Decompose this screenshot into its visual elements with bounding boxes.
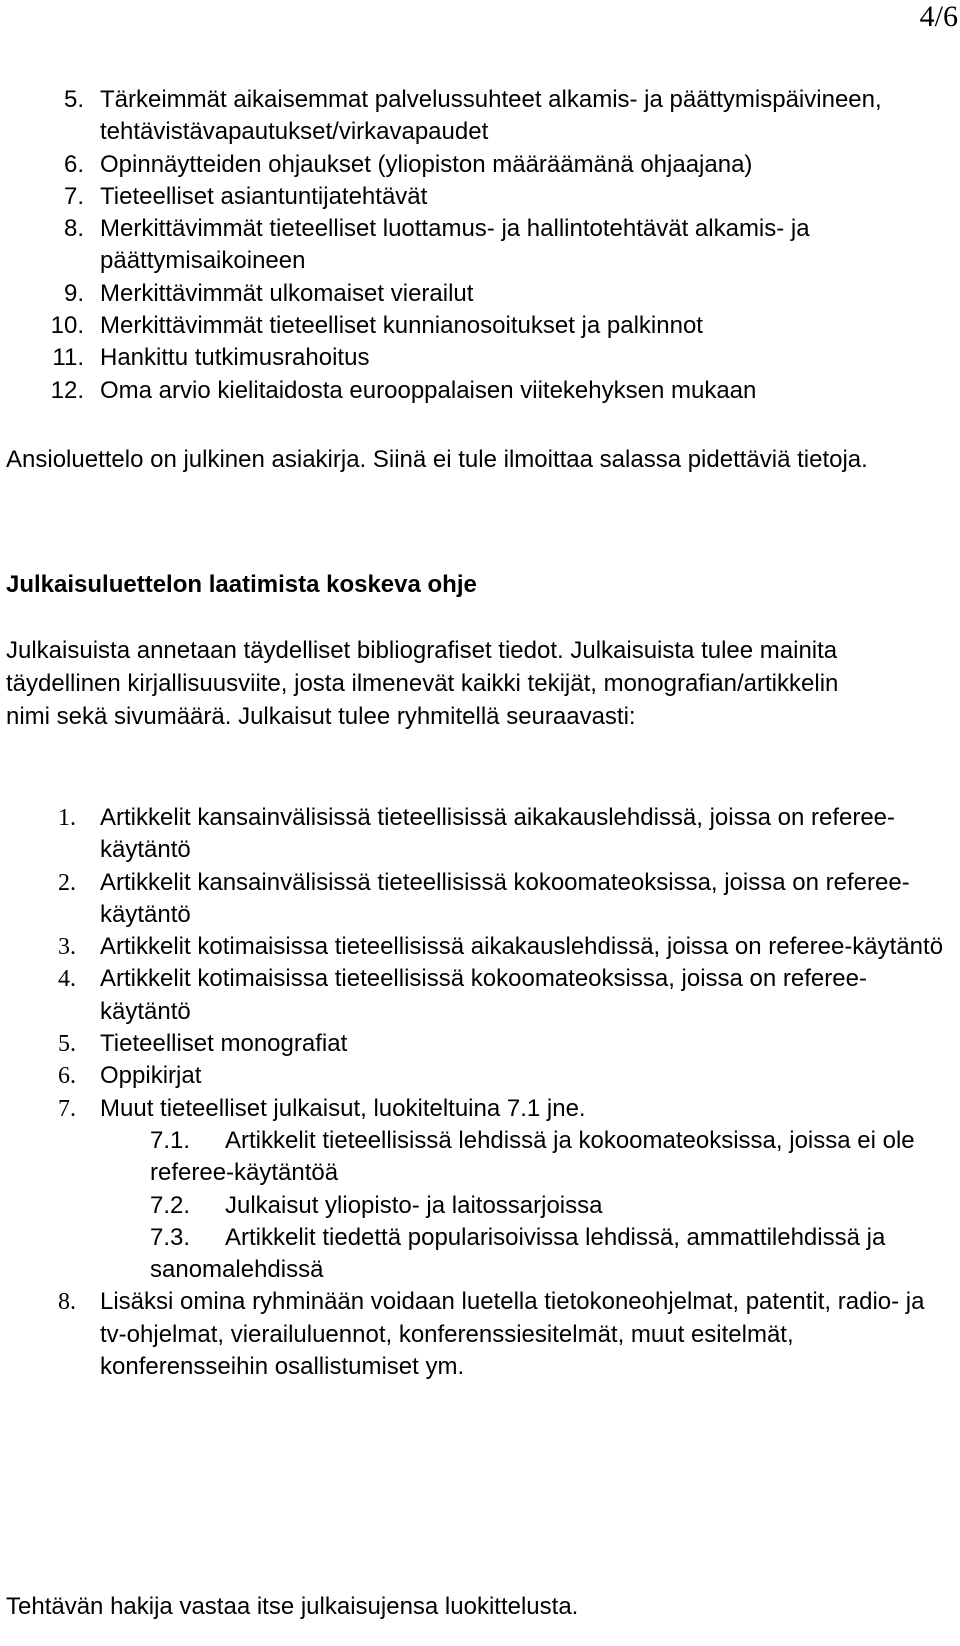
- list-item-number: 3.: [58, 934, 76, 961]
- list-item-text: Artikkelit kansainvälisissä tieteellisissä kokoomateoksissa, joissa on referee-käytäntö: [100, 868, 910, 928]
- list-item-number: 9.: [63, 279, 84, 307]
- list-item: [0, 149, 960, 181]
- list-item-number: 10.: [50, 312, 84, 340]
- list-item-text: Hankittu tutkimusrahoitus: [100, 344, 370, 372]
- list-item: [0, 84, 960, 149]
- sublist-item-number: 7.3.: [150, 1223, 191, 1251]
- list-item-text: Merkittävimmät tieteelliset kunnianosoitukset ja palkinnot: [100, 312, 703, 340]
- list-item-text: Artikkelit kotimaisissa tieteellisissä kokoomateoksissa, joissa on referee-käytäntö: [100, 965, 867, 1025]
- list-item: [0, 1093, 960, 1125]
- sublist-item: [0, 1222, 960, 1287]
- list-item-number: 2.: [58, 869, 76, 896]
- list-item-text: Tieteelliset asiantuntijatehtävät: [100, 182, 428, 210]
- list-item-text: Merkittävimmät ulkomaiset vierailut: [100, 279, 474, 307]
- list-item: [0, 867, 960, 932]
- list-item: [0, 1286, 960, 1383]
- list-item-number: 12.: [50, 376, 84, 404]
- footer-note: Tehtävän hakija vastaa itse julkaisujensa luokittelusta.: [6, 1593, 579, 1620]
- list-item-text: Oppikirjat: [100, 1062, 202, 1090]
- list-item-number: 5.: [58, 1031, 76, 1058]
- list-item-text: Tieteelliset monografiat: [100, 1030, 348, 1058]
- instructions-paragraph: Julkaisuista annetaan täydelliset bibliografiset tiedot. Julkaisuista tulee mainita täydellinen kirjallisuusviite, josta ilmenevät kaikki tekijät, monografian/artikkelin nimi sekä sivumäärä. Julkaisut tulee ryhmitellä seuraavasti:: [6, 637, 839, 730]
- list-item: [0, 278, 960, 310]
- list-item-number: 6.: [63, 150, 84, 178]
- public-document-note: Ansioluettelo on julkinen asiakirja. Siinä ei tule ilmoittaa salassa pidettäviä tietoja.: [6, 446, 868, 473]
- list-item: [0, 1028, 960, 1060]
- list-item-text: Oma arvio kielitaidosta eurooppalaisen viitekehyksen mukaan: [100, 376, 757, 404]
- list-item-number: 4.: [58, 966, 76, 993]
- list-item: [0, 310, 960, 342]
- list-item-number: 1.: [58, 805, 76, 831]
- sublist-item-text: Artikkelit tieteellisissä lehdissä ja kokoomateoksissa, joissa ei ole referee-käytäntöä: [150, 1126, 915, 1187]
- list-item-text: Lisäksi omina ryhminään voidaan luetella tietokoneohjelmat, patentit, radio- ja tv-ohjelmat, vierailuluennot, konferenssiesitelmät, muut esitelmät, konferensseihin osallistumiset ym.: [100, 1288, 925, 1381]
- list-item: [0, 181, 960, 213]
- list-item-number: 8.: [58, 1289, 76, 1316]
- list-item: [0, 931, 960, 963]
- list-item-number: 8.: [63, 215, 84, 243]
- list-item: [0, 342, 960, 374]
- sublist-item-number: 7.1.: [150, 1126, 191, 1154]
- section-heading: Julkaisuluettelon laatimista koskeva ohje: [6, 571, 477, 598]
- list-item-text: Artikkelit kotimaisissa tieteellisissä aikakauslehdissä, joissa on referee-käytäntö: [100, 933, 944, 961]
- sublist-item-number: 7.2.: [150, 1191, 191, 1219]
- publication-categories-list: [0, 802, 960, 1383]
- cv-contents-list: [0, 84, 960, 407]
- sublist: [0, 1125, 960, 1286]
- list-item: [0, 963, 960, 1028]
- sublist-item: [0, 1190, 960, 1222]
- list-item-text: Tärkeimmät aikaisemmat palvelussuhteet alkamis- ja päättymispäivineen, tehtävistävapautukset/virkavapaudet: [100, 86, 882, 146]
- list-item-text: Artikkelit kansainvälisissä tieteellisissä aikakauslehdissä, joissa on referee-käytäntö: [100, 804, 896, 864]
- list-item-number: 6.: [58, 1063, 76, 1090]
- list-item: [0, 375, 960, 407]
- page-number: 4/6: [919, 0, 958, 33]
- sublist-item-text: Artikkelit tiedettä popularisoivissa lehdissä, ammattilehdissä ja sanomalehdissä: [150, 1223, 886, 1284]
- sublist-item: [0, 1125, 960, 1190]
- list-item-number: 7.: [58, 1095, 76, 1122]
- list-item-number: 5.: [63, 86, 84, 113]
- list-item-text: Opinnäytteiden ohjaukset (yliopiston määräämänä ohjaajana): [100, 150, 753, 178]
- sublist-item-text: Julkaisut yliopisto- ja laitossarjoissa: [225, 1191, 603, 1219]
- list-item-number: 11.: [52, 344, 84, 372]
- list-item-number: 7.: [63, 182, 84, 210]
- list-item: [0, 213, 960, 278]
- list-item: [0, 1060, 960, 1092]
- list-item-text: Muut tieteelliset julkaisut, luokiteltuina 7.1 jne.: [100, 1094, 586, 1122]
- list-item-text: Merkittävimmät tieteelliset luottamus- ja hallintotehtävät alkamis- ja päättymisaikoineen: [100, 215, 810, 275]
- list-item: [0, 802, 960, 867]
